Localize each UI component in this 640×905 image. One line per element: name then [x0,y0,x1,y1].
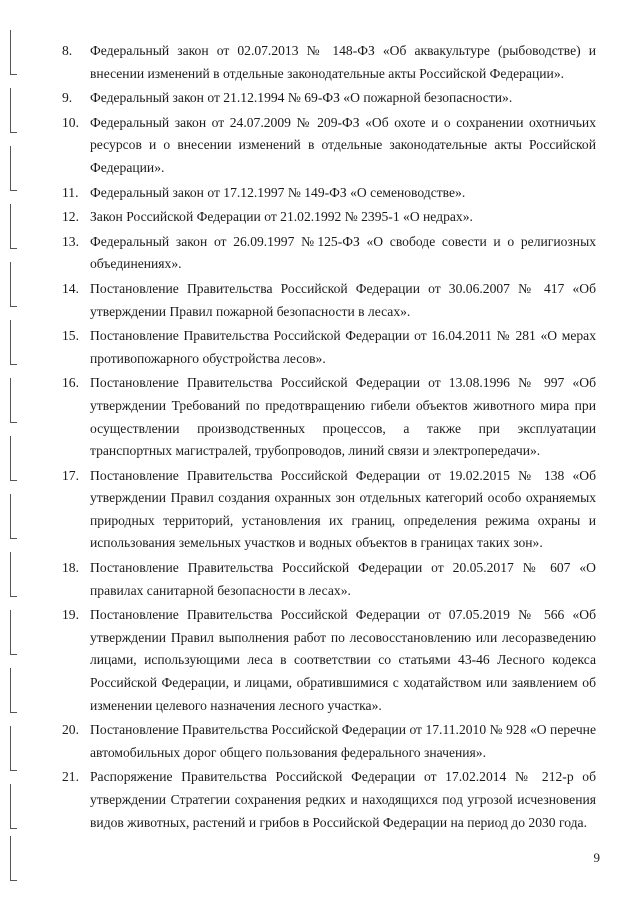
list-item [62,372,596,462]
item-number: 18. [62,560,79,576]
item-text: Распоряжение Правительства Российской Федерации от 17.02.2014 № 212-р об утверждении Стратегии сохранения редких и находящихся под угрозой исчезновения видов животных, растений и грибов в Российской Федерации на период до 2030 года. [90,769,596,830]
list-item [62,766,596,834]
item-text: Закон Российской Федерации от 21.02.1992 № 2395-1 «О недрах». [90,209,473,225]
list-item [62,557,596,602]
item-text: Федеральный закон от 02.07.2013 № 148-ФЗ «Об аквакультуре (рыбоводстве) и внесении изменений в отдельные законодательные акты Российской Федерации». [90,43,596,81]
item-text: Постановление Правительства Российской Федерации от 13.08.1996 № 997 «Об утверждении Требований по предотвращению гибели объектов животного мира при осуществлении производственных процессов, а также при эксплуатации транспортных магистралей, трубопроводов, линий связи и электропередачи». [90,375,596,459]
item-number: 14. [62,280,79,296]
item-number: 21. [62,769,79,785]
item-number: 17. [62,467,79,483]
list-item [62,278,596,323]
list-item [62,87,596,110]
item-number: 12. [62,209,79,225]
item-number: 11. [62,184,79,200]
list-item [62,231,596,276]
list-item [62,112,596,180]
list-item [62,465,596,555]
item-text: Постановление Правительства Российской Федерации от 19.02.2015 № 138 «Об утверждении Правил создания охранных зон отдельных категорий особо охраняемых природных территорий, установления их границ, определения режима охраны и использования земельных участков и водных объектов в границах таких зон». [90,467,596,551]
item-text: Постановление Правительства Российской Федерации от 07.05.2019 № 566 «Об утверждении Правил выполнения работ по лесовосстановлению или лесоразведению лицами, использующими леса в соответствии со статьями 43-46 Лесного кодекса Российской Федерации, и лицами, обратившимися с ходатайством или заявлением об изменении целевого назначения лесного участка». [90,607,596,713]
list-item [62,325,596,370]
item-number: 16. [62,375,79,391]
item-number: 8. [62,43,73,58]
item-number: 9. [62,90,73,106]
item-number: 15. [62,328,79,344]
item-number: 13. [62,233,79,249]
list-item [62,604,596,717]
item-number: 19. [62,607,79,623]
item-number: 10. [62,114,79,130]
item-text: Постановление Правительства Российской Федерации от 17.11.2010 № 928 «О перечне автомобильных дорог общего пользования федерального значения». [90,722,596,760]
item-text: Постановление Правительства Российской Федерации от 20.05.2017 № 607 «О правилах санитарной безопасности в лесах». [90,560,596,598]
item-number: 20. [62,722,79,738]
list-item [62,40,596,85]
item-text: Федеральный закон от 17.12.1997 № 149-ФЗ «О семеноводстве». [90,184,466,200]
item-text: Федеральный закон от 24.07.2009 № 209-ФЗ «Об охоте и о сохранении охотничьих ресурсов и о внесении изменений в отдельные законодательные акты Российской Федерации». [90,114,596,175]
binding-margin-marks [6,30,20,880]
item-text: Постановление Правительства Российской Федерации от 30.06.2007 № 417 «Об утверждении Правил пожарной безопасности в лесах». [90,280,596,319]
item-text: Постановление Правительства Российской Федерации от 16.04.2011 № 281 «О мерах противопожарного обустройства лесов». [90,328,596,366]
list-item [62,182,596,205]
list-item [62,206,596,229]
item-text: Федеральный закон от 21.12.1994 № 69-ФЗ «О пожарной безопасности». [90,90,513,106]
list-item [62,719,596,764]
legal-acts-list [62,40,596,836]
item-text: Федеральный закон от 26.09.1997 №125-ФЗ «О свободе совести и о религиозных объединениях». [90,233,596,272]
page-number: 9 [593,850,600,865]
